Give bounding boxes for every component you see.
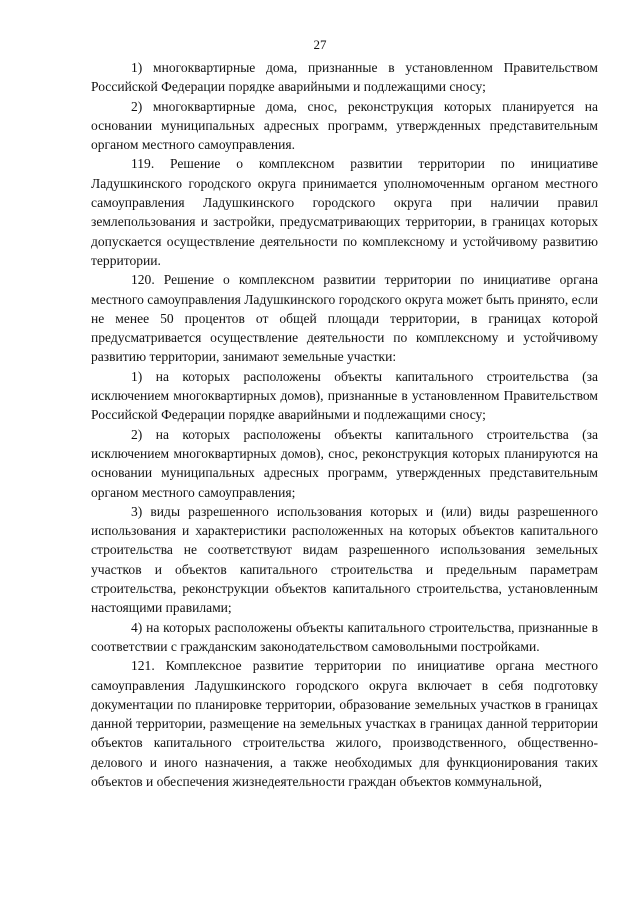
page-number: 27 xyxy=(313,37,327,52)
paragraph-120-item-4: 4) на которых расположены объекты капитального строительства, признанные в соответствии с гражданским законодательством самовольными постройками. xyxy=(91,619,598,654)
paragraph-item-1: 1) многоквартирные дома, признанные в установленном Правительством Российской Федерации порядке аварийными и подлежащими сносу; xyxy=(91,60,598,95)
paragraph-119: 119. Решение о комплексном развитии территории по инициативе Ладушкинского городского округа принимается уполномоченным органом местного самоуправления Ладушкинского городского округа при наличии правил землепользования и застройки, предусматривающих территории, в границах которых допускается осуществление деятельности по комплексному и устойчивому развитию территории. xyxy=(91,156,598,268)
paragraph-120: 120. Решение о комплексном развитии территории по инициативе органа местного самоуправления Ладушкинского городского округа может быть принято, если не менее 50 процентов от общей площади территории, в границах которой предусматривается осуществление деятельности по комплексному и устойчивому развитию территории, занимают земельные участки: xyxy=(91,272,598,365)
paragraph-121: 121. Комплексное развитие территории по инициативе органа местного самоуправления Ладушкинского городского округа включает в себя подготовку документации по планировке территории, образование земельных участков в границах данной территории, размещение на земельных участках в границах данной территории объектов капитального строительства жилого, производственного, общественно-делового и иного назначения, а также необходимых для функционирования таких объектов и обеспечения жизнедеятельности граждан объектов коммунальной, xyxy=(91,658,598,789)
paragraph-item-2: 2) многоквартирные дома, снос, реконструкция которых планируется на основании муниципальных адресных программ, утвержденных представительным органом местного самоуправления. xyxy=(91,98,598,153)
paragraph-120-item-3: 3) виды разрешенного использования которых и (или) виды разрешенного использования и характеристики расположенных на которых объектов капитального строительства не соответствуют видам разрешенного использования земельных участков и объектов капитального строительства и предельным параметрам строительства, реконструкции объектов капитального строительства, установленным настоящими правилами; xyxy=(91,503,598,616)
document-body xyxy=(91,58,598,791)
paragraph-120-item-2: 2) на которых расположены объекты капитального строительства (за исключением многоквартирных домов), снос, реконструкция которых планируются на основании муниципальных адресных программ, утвержденных представительным органом местного самоуправления; xyxy=(91,426,598,500)
paragraph-120-item-1: 1) на которых расположены объекты капитального строительства (за исключением многоквартирных домов), признанные в установленном Правительством Российской Федерации порядке аварийными и подлежащими сносу; xyxy=(91,368,598,423)
